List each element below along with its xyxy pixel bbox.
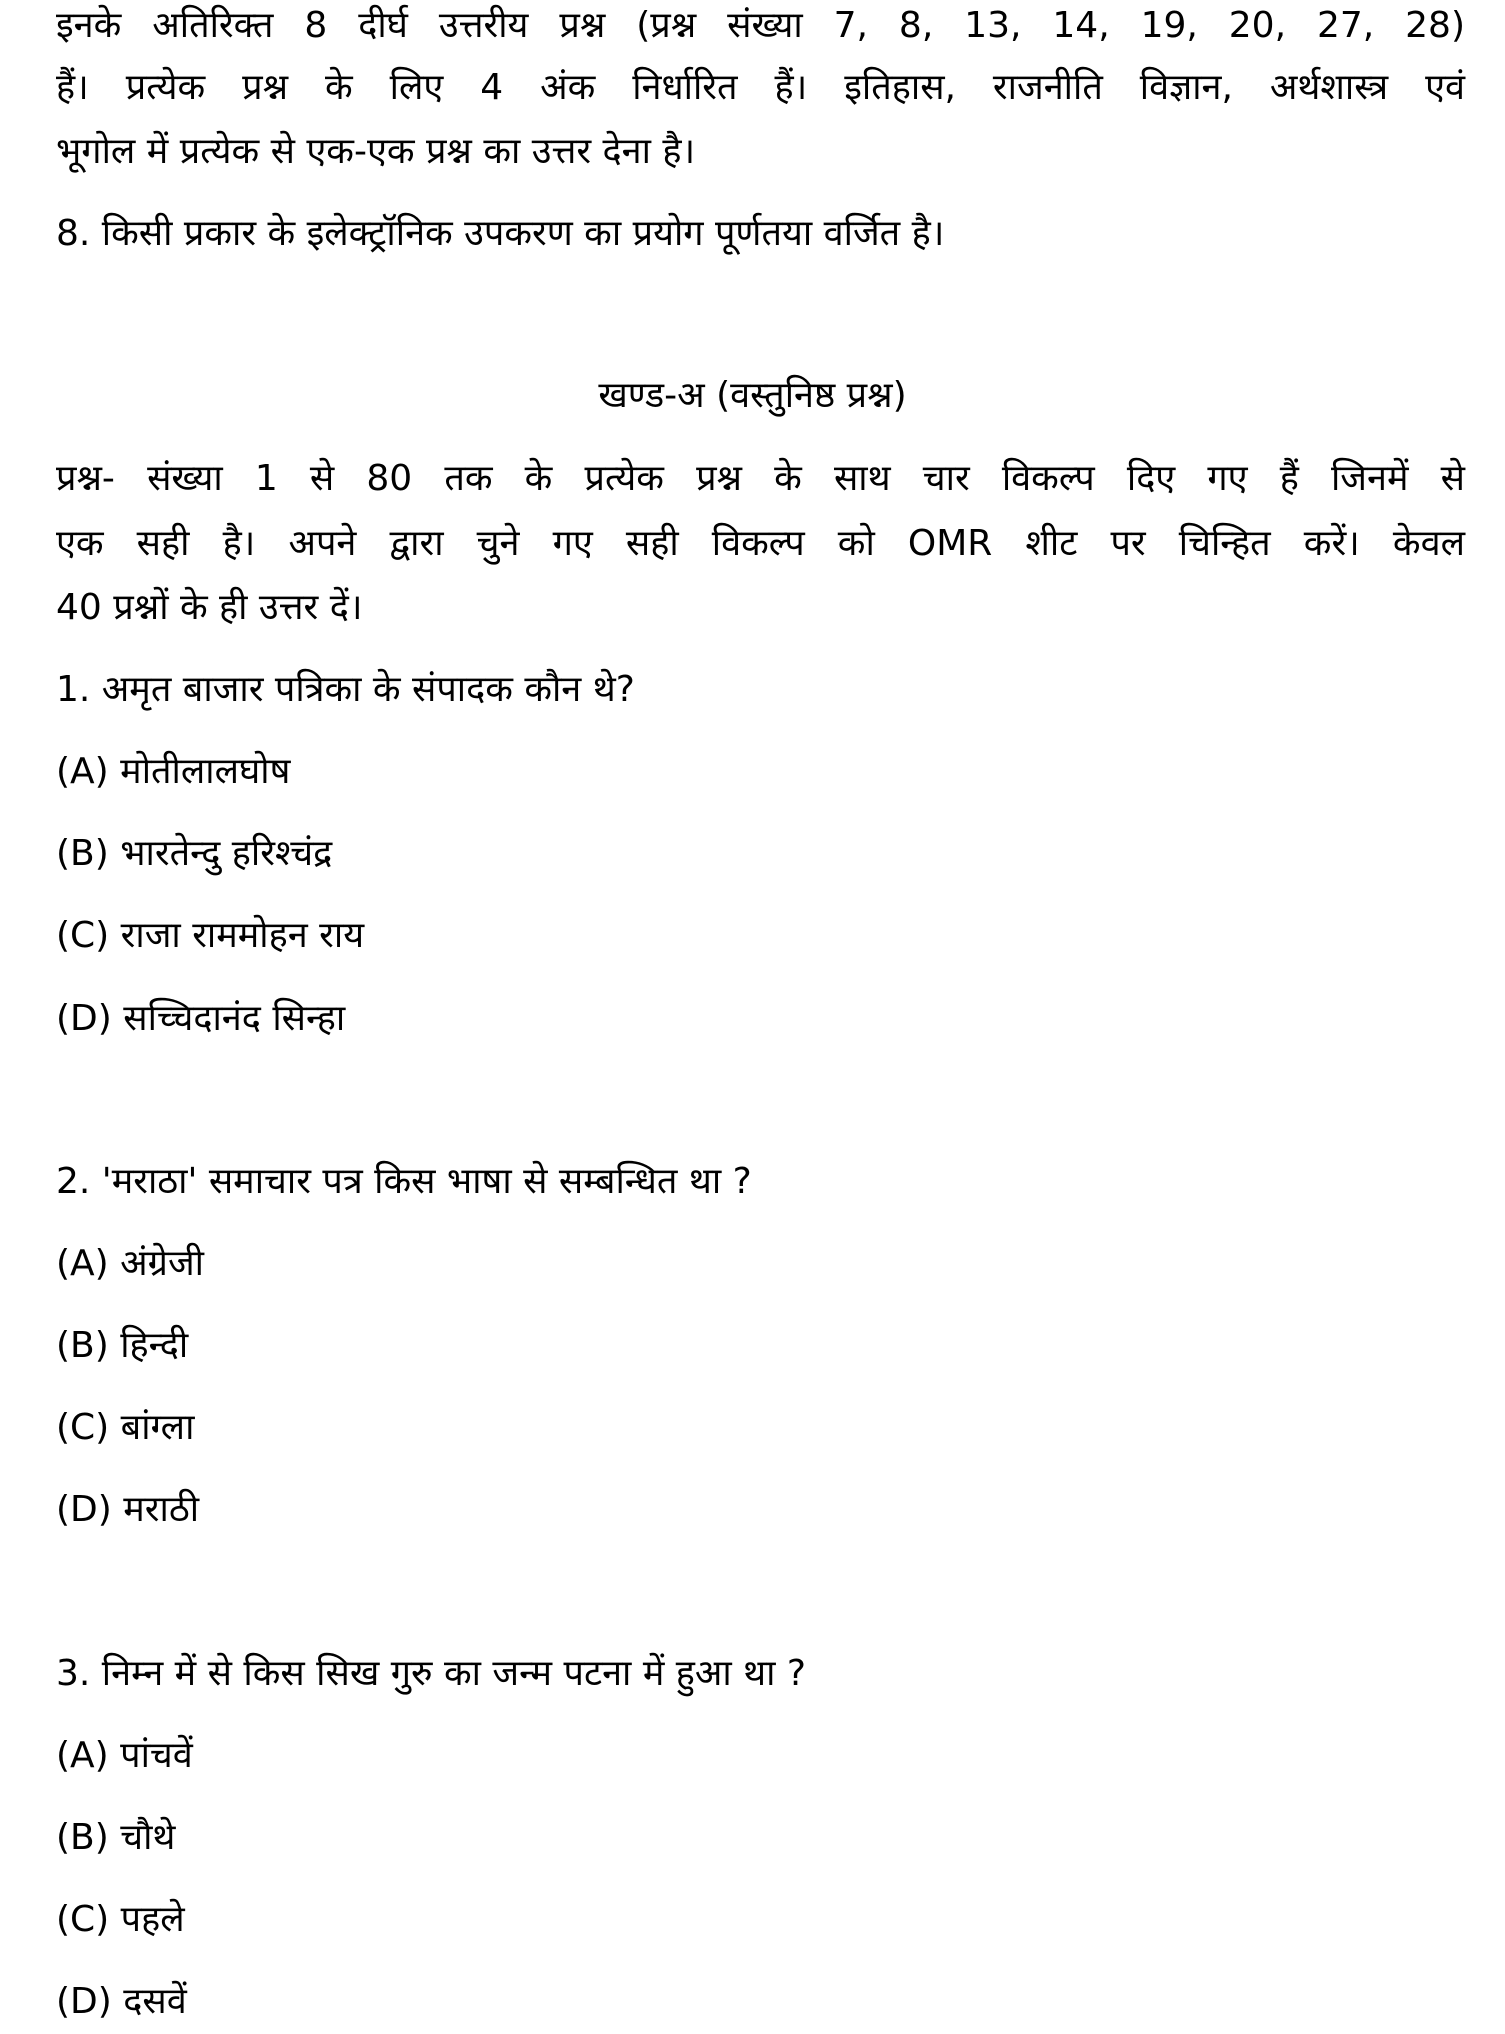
option-c: (C) राजा राममोहन राय <box>56 915 365 956</box>
option-a: (A) अंग्रेजी <box>56 1243 205 1284</box>
option-d: (D) दसवें <box>56 1981 187 2022</box>
option-d: (D) मराठी <box>56 1489 200 1530</box>
option-d: (D) सच्चिदानंद सिन्हा <box>56 998 346 1039</box>
option-a: (A) पांचवें <box>56 1735 193 1776</box>
section-instruction-line: एक सही है। अपने द्वारा चुने गए सही विकल्प को OMR शीट पर चिन्हित करें। केवल <box>56 523 1465 564</box>
instruction-line: इनके अतिरिक्त 8 दीर्घ उत्तरीय प्रश्न (प्रश्न संख्या 7, 8, 13, 14, 19, 20, 27, 28) <box>56 5 1465 46</box>
question-text: 2. 'मराठा' समाचार पत्र किस भाषा से सम्बन्धित था ? <box>56 1161 752 1202</box>
option-c: (C) पहले <box>56 1899 185 1940</box>
instruction-line: भूगोल में प्रत्येक से एक-एक प्रश्न का उत्तर देना है। <box>56 131 696 172</box>
section-heading: खण्ड-अ (वस्तुनिष्ठ प्रश्न) <box>598 375 907 416</box>
option-b: (B) चौथे <box>56 1817 176 1858</box>
option-a: (A) मोतीलालघोष <box>56 751 291 792</box>
option-c: (C) बांग्ला <box>56 1407 195 1448</box>
option-b: (B) हिन्दी <box>56 1325 189 1366</box>
instruction-line: हैं। प्रत्येक प्रश्न के लिए 4 अंक निर्धारित हैं। इतिहास, राजनीति विज्ञान, अर्थशास्त्र एवं <box>56 67 1465 108</box>
section-instruction-line: 40 प्रश्नों के ही उत्तर दें। <box>56 587 363 628</box>
option-b: (B) भारतेन्दु हरिश्चंद्र <box>56 833 333 874</box>
instruction-item-8: 8. किसी प्रकार के इलेक्ट्रॉनिक उपकरण का प्रयोग पूर्णतया वर्जित है। <box>56 213 945 254</box>
section-instruction-line: प्रश्न- संख्या 1 से 80 तक के प्रत्येक प्रश्न के साथ चार विकल्प दिए गए हैं जिनमें से <box>56 458 1465 499</box>
question-text: 3. निम्न में से किस सिख गुरु का जन्म पटना में हुआ था ? <box>56 1653 807 1694</box>
question-text: 1. अमृत बाजार पत्रिका के संपादक कौन थे? <box>56 669 635 710</box>
